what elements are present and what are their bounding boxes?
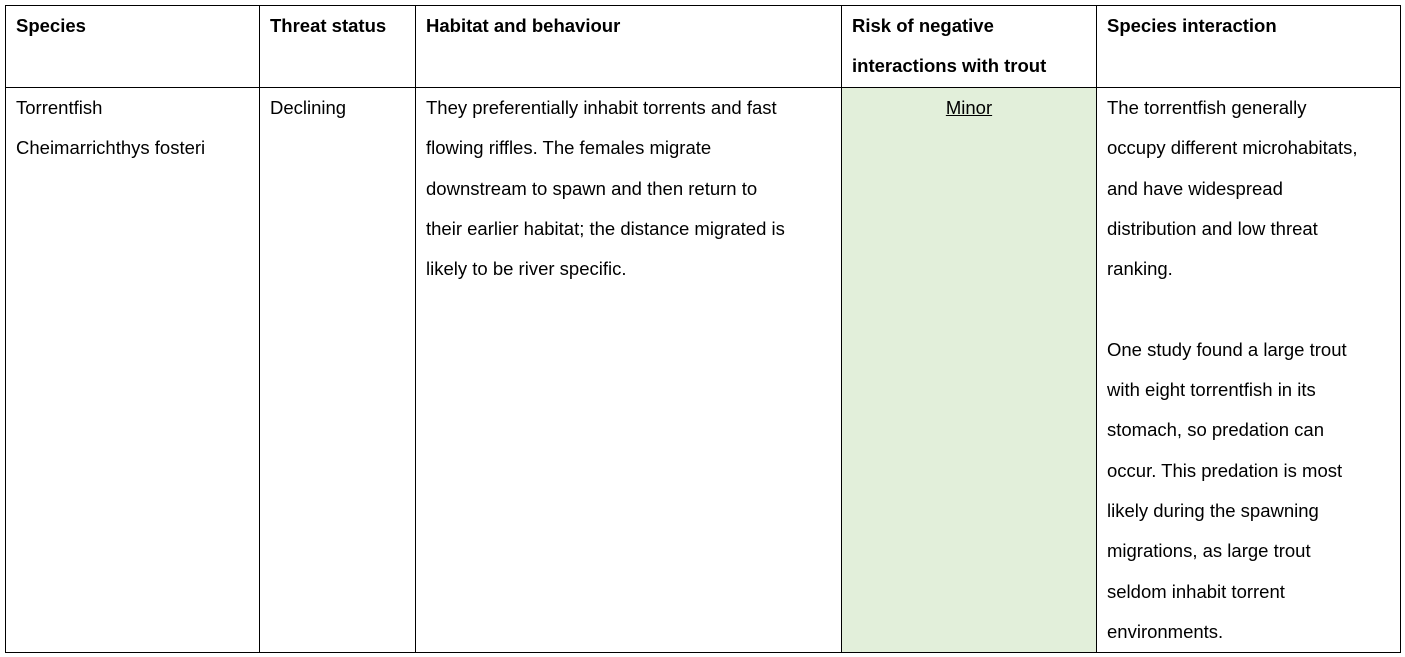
habitat-line: They preferentially inhabit torrents and fast — [426, 97, 777, 118]
header-risk-line: Risk of negative — [852, 15, 994, 36]
habitat-line: likely to be river specific. — [426, 258, 627, 280]
interaction-line: distribution and low threat — [1107, 217, 1318, 239]
interaction-line: occur. This predation is most — [1107, 459, 1343, 481]
interaction-line: with eight torrentfish in its — [1107, 379, 1316, 401]
species-scientific-name: Cheimarrichthys fosteri — [16, 137, 206, 159]
header-species: Species — [6, 6, 260, 88]
header-row — [6, 6, 1401, 88]
interaction-line: seldom inhabit torrent — [1107, 580, 1285, 602]
interaction-line: The torrentfish generally — [1107, 97, 1307, 118]
interaction-line: likely during the spawning — [1107, 499, 1319, 521]
interaction-line: and have widespread — [1107, 177, 1283, 199]
header-risk — [842, 6, 1097, 88]
habitat-line: flowing riffles. The females migrate — [426, 137, 712, 159]
cell-species — [6, 88, 260, 653]
species-common-name: Torrentfish — [16, 97, 103, 118]
table-row — [6, 88, 1401, 653]
header-threat-status: Threat status — [260, 6, 416, 88]
header-habitat: Habitat and behaviour — [416, 6, 842, 88]
risk-value: Minor — [945, 97, 993, 118]
habitat-line: downstream to spawn and then return to — [426, 177, 758, 199]
interaction-line: occupy different microhabitats, — [1107, 137, 1358, 159]
interaction-line: migrations, as large trout — [1107, 540, 1311, 562]
header-species-interaction: Species interaction — [1097, 6, 1401, 88]
interaction-line: environments. — [1107, 620, 1224, 642]
header-risk-line: interactions with trout — [852, 55, 1047, 77]
cell-species-interaction — [1097, 88, 1401, 653]
cell-habitat — [416, 88, 842, 653]
interaction-line: One study found a large trout — [1107, 338, 1347, 360]
interaction-line: ranking. — [1107, 258, 1173, 280]
interaction-line: stomach, so predation can — [1107, 419, 1324, 441]
cell-risk — [842, 88, 1097, 653]
cell-threat-status: Declining — [260, 88, 416, 653]
paragraph-gap — [1107, 289, 1390, 329]
habitat-line: their earlier habitat; the distance migrated is — [426, 217, 785, 239]
species-table — [5, 5, 1401, 653]
